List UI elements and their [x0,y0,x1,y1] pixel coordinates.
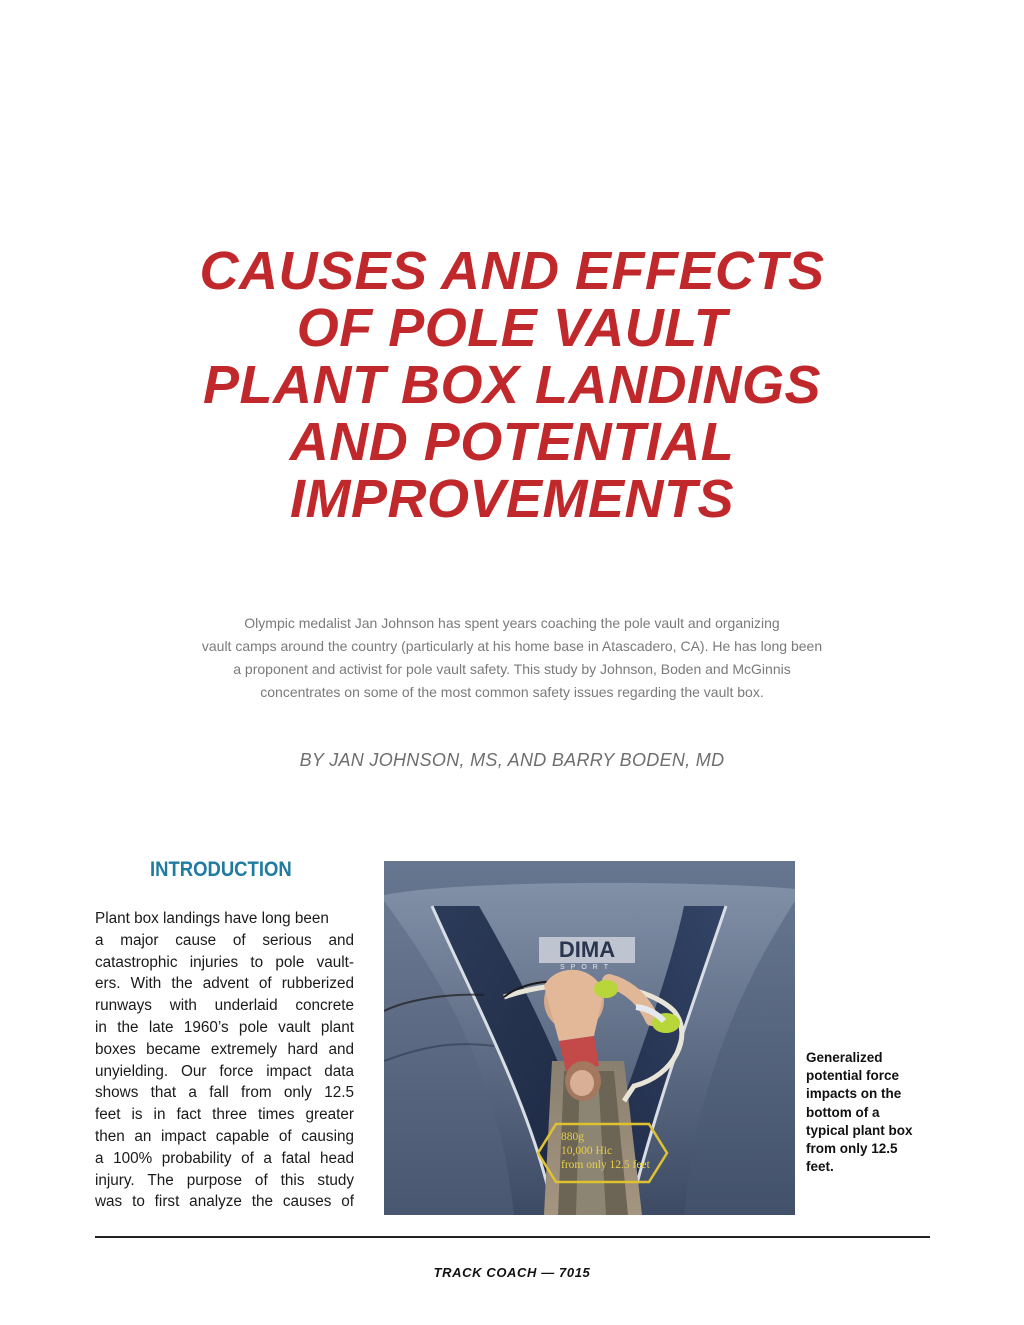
photo-caption [806,1049,936,1176]
body-line: in the late 1960’s pole vault plant [95,1018,354,1036]
body-line: unyielding. Our force impact data [95,1062,354,1080]
body-line: Plant box landings have long been [95,910,329,927]
body-line: runways with underlaid concrete [95,997,354,1015]
impact-annotation-line: from only 12.5 feet [561,1159,650,1171]
body-line: then an impact capable of causing [95,1127,354,1145]
title-line: CAUSES AND EFFECTS [199,241,825,301]
footer-divider [95,1236,930,1238]
caption-line: from only 12.5 [806,1141,898,1157]
page-footer: TRACK COACH — 7015 [433,1265,591,1280]
title-line: OF POLE VAULT [296,298,728,358]
body-line: catastrophic injuries to pole vault- [95,953,354,971]
body-line: a 100% probability of a fatal head [95,1149,354,1167]
caption-line: typical plant box [806,1122,913,1138]
caption-line: impacts on the [806,1086,902,1102]
body-line: a major cause of serious and [95,931,354,949]
body-line: shows that a fall from only 12.5 [95,1084,354,1102]
vault-box-photo [384,861,795,1215]
section-heading-introduction: INTRODUCTION [150,858,292,881]
caption-line: bottom of a [806,1104,880,1120]
body-line: feet is in fact three times greater [95,1106,354,1124]
byline: BY JAN JOHNSON, MS, AND BARRY BODEN, MD [299,750,725,770]
impact-annotation-line: 880g [561,1131,584,1143]
body-text [95,908,354,1213]
mat-brand-subtext: SPORT [560,964,614,971]
body-line: boxes became extremely hard and [95,1040,354,1058]
impact-annotation-line: 10,000 Hic [561,1145,613,1157]
vault-box-illustration [384,861,795,1215]
intro-line: Olympic medalist Jan Johnson has spent years coaching the pole vault and organizing [244,615,780,631]
body-line: ers. With the advent of rubberized [95,975,354,993]
title-line: AND POTENTIAL [289,412,735,472]
body-line: was to first analyze the causes of [95,1193,354,1211]
mat-brand-text: DIMA [558,937,616,962]
intro-line: a proponent and activist for pole vault safety. This study by Johnson, Boden and McGinnis [233,661,791,677]
title-line: IMPROVEMENTS [289,469,735,529]
caption-line: feet. [806,1159,834,1175]
article-title [0,243,1024,528]
body-line: injury. The purpose of this study [95,1171,354,1189]
caption-line: potential force [806,1068,900,1084]
intro-paragraph [150,612,874,704]
intro-line: concentrates on some of the most common safety issues regarding the vault box. [260,684,764,700]
caption-line: Generalized [806,1050,883,1065]
title-line: PLANT BOX LANDINGS [202,355,821,415]
intro-line: vault camps around the country (particularly at his home base in Atascadero, CA). He has long been [201,638,823,654]
